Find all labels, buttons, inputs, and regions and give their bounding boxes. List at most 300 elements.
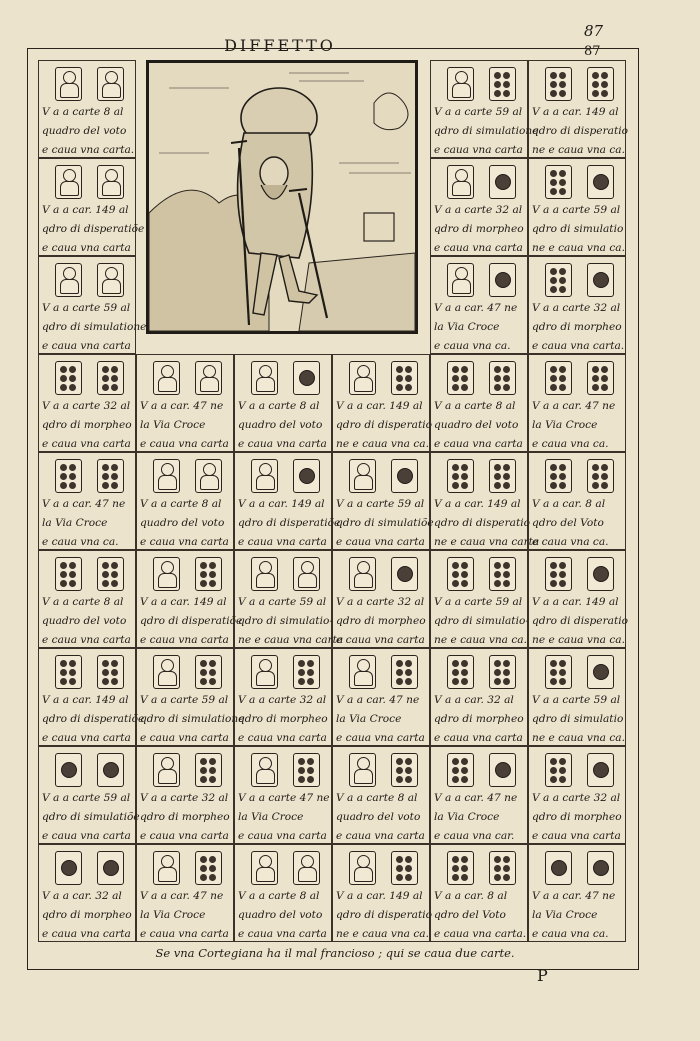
- card-icons: [537, 263, 621, 299]
- caption-line: quadro del voto: [42, 615, 127, 627]
- caption-line: ne e caua vna ca.: [532, 732, 625, 744]
- caption-line: ne e caua vna ca.: [532, 144, 625, 156]
- table-cell: [430, 648, 528, 746]
- figure-card-icon: [153, 361, 180, 395]
- caption-line: e caua vna carta: [434, 732, 523, 744]
- caption-line: V a a carte 8 al: [336, 792, 418, 804]
- cell-caption: [238, 691, 328, 748]
- pips-card-icon: [489, 361, 516, 395]
- figure-card-icon: [97, 263, 124, 297]
- caption-line: la Via Croce: [42, 517, 108, 529]
- caption-line: V a a carte 59 al: [532, 204, 621, 216]
- card-icons: [537, 361, 621, 397]
- pips-card-icon: [293, 655, 320, 689]
- card-icons: [439, 361, 523, 397]
- pips-card-icon: [489, 67, 516, 101]
- pips-card-icon: [55, 361, 82, 395]
- printed-page-number: 87: [584, 44, 601, 59]
- cell-caption: [238, 593, 344, 650]
- caption-line: e caua vna carta.: [434, 928, 527, 940]
- table-cell: [528, 354, 626, 452]
- card-icons: [341, 851, 425, 887]
- caption-line: V a a carte 59 al: [42, 792, 131, 804]
- table-cell: [332, 452, 434, 550]
- caption-line: qdro di morpheo: [434, 713, 524, 725]
- figure-card-icon: [447, 67, 474, 101]
- card-icons: [47, 557, 131, 593]
- caption-line: ne e caua vna ca.: [336, 438, 429, 450]
- caption-line: V a a carte 32 al: [336, 596, 425, 608]
- cell-caption: [532, 887, 622, 944]
- caption-line: qdro del Voto: [532, 517, 604, 529]
- figure-card-icon: [251, 361, 278, 395]
- caption-line: V a a carte 59 al: [238, 596, 327, 608]
- card-icons: [439, 557, 523, 593]
- caption-line: e caua vna carta: [42, 438, 131, 450]
- caption-line: qdro di morpheo: [434, 223, 524, 235]
- single-pip-card-icon: [587, 557, 614, 591]
- single-pip-card-icon: [391, 557, 418, 591]
- beggar-woodcut-illustration: [146, 60, 418, 334]
- single-pip-card-icon: [489, 165, 516, 199]
- table-cell: [136, 452, 234, 550]
- caption-line: V a a carte 32 al: [238, 694, 327, 706]
- caption-line: e caua vna carta: [42, 928, 131, 940]
- caption-line: e caua vna carta: [140, 536, 229, 548]
- caption-line: e caua vna carta: [238, 536, 327, 548]
- cell-caption: [42, 397, 132, 454]
- figure-card-icon: [447, 165, 474, 199]
- caption-line: e caua vna carta: [140, 928, 229, 940]
- card-icons: [537, 753, 621, 789]
- single-pip-card-icon: [293, 361, 320, 395]
- table-cell: [332, 648, 430, 746]
- caption-line: e caua vna car.: [434, 830, 515, 842]
- caption-line: V a a car. 149 al: [532, 596, 619, 608]
- pips-card-icon: [489, 557, 516, 591]
- card-icons: [341, 361, 425, 397]
- caption-line: V a a car. 8 al: [532, 498, 606, 510]
- table-cell: [332, 844, 430, 942]
- pips-card-icon: [447, 655, 474, 689]
- table-cell: [38, 354, 136, 452]
- single-pip-card-icon: [55, 753, 82, 787]
- caption-line: e caua vna carta: [42, 634, 131, 646]
- figure-card-icon: [251, 459, 278, 493]
- caption-line: la Via Croce: [532, 419, 598, 431]
- signature-mark: P: [537, 966, 548, 985]
- figure-card-icon: [55, 67, 82, 101]
- caption-line: V a a car. 47 ne: [434, 792, 518, 804]
- caption-line: e caua vna carta: [140, 830, 229, 842]
- pips-card-icon: [97, 655, 124, 689]
- caption-line: qdro di simulatio: [532, 223, 624, 235]
- caption-line: e caua vna carta: [42, 340, 131, 352]
- single-pip-card-icon: [97, 753, 124, 787]
- pips-card-icon: [587, 459, 614, 493]
- figure-card-icon: [349, 851, 376, 885]
- caption-line: e caua vna carta: [238, 830, 327, 842]
- figure-card-icon: [251, 851, 278, 885]
- caption-line: V a a car. 47 ne: [42, 498, 126, 510]
- figure-card-icon: [153, 655, 180, 689]
- caption-line: ne e caua vna ca.: [532, 634, 625, 646]
- caption-line: V a a car. 47 ne: [140, 890, 224, 902]
- table-cell: [430, 60, 539, 158]
- caption-line: ne e caua vna carta: [238, 634, 344, 646]
- caption-line: qdro di disperatio: [336, 419, 432, 431]
- figure-card-icon: [349, 361, 376, 395]
- caption-line: ne e caua vna ca.: [434, 634, 527, 646]
- table-cell: [528, 648, 626, 746]
- pips-card-icon: [545, 263, 572, 297]
- card-icons: [341, 655, 425, 691]
- card-icons: [439, 753, 523, 789]
- pips-card-icon: [391, 851, 418, 885]
- caption-line: e caua vna ca.: [532, 536, 609, 548]
- card-icons: [47, 361, 131, 397]
- caption-line: e caua vna ca.: [532, 928, 609, 940]
- cell-caption: [42, 887, 132, 944]
- pips-card-icon: [55, 557, 82, 591]
- card-icons: [47, 459, 131, 495]
- table-cell: [136, 354, 234, 452]
- table-cell: [234, 844, 332, 942]
- pips-card-icon: [447, 851, 474, 885]
- handwritten-page-number: 87: [584, 22, 604, 40]
- caption-line: e caua vna carta: [336, 732, 425, 744]
- caption-line: e caua vna carta: [434, 438, 523, 450]
- caption-line: quadro del voto: [238, 419, 323, 431]
- figure-card-icon: [97, 165, 124, 199]
- card-icons: [537, 67, 621, 103]
- caption-line: V a a carte 8 al: [42, 106, 124, 118]
- table-cell: [136, 648, 245, 746]
- caption-line: la Via Croce: [140, 909, 206, 921]
- caption-line: qdro di disperatiõe: [238, 517, 341, 529]
- woodcut-drawing: [149, 63, 415, 331]
- caption-line: qdro di disperatiõe: [42, 223, 145, 235]
- table-cell: [234, 746, 332, 844]
- single-pip-card-icon: [97, 851, 124, 885]
- card-icons: [341, 753, 425, 789]
- caption-line: e caua vna carta: [42, 830, 131, 842]
- cell-caption: [336, 397, 432, 454]
- cell-caption: [140, 397, 230, 454]
- table-cell: [528, 158, 626, 256]
- caption-line: V a a car. 149 al: [42, 694, 129, 706]
- caption-line: la Via Croce: [238, 811, 304, 823]
- figure-card-icon: [349, 557, 376, 591]
- caption-line: V a a car. 149 al: [532, 106, 619, 118]
- table-cell: [332, 354, 430, 452]
- caption-line: qdro di simulatiõe: [42, 811, 140, 823]
- table-cell: [38, 158, 145, 256]
- pips-card-icon: [97, 557, 124, 591]
- caption-line: e caua vna carta: [336, 830, 425, 842]
- caption-line: qdro di morpheo: [42, 419, 132, 431]
- caption-line: e caua vna carta: [42, 732, 131, 744]
- pips-card-icon: [489, 655, 516, 689]
- card-icons: [47, 67, 131, 103]
- caption-line: V a a car. 47 ne: [532, 400, 616, 412]
- cell-caption: [434, 299, 524, 356]
- cell-caption: [238, 495, 341, 552]
- caption-line: la Via Croce: [434, 321, 500, 333]
- cell-caption: [42, 495, 132, 552]
- figure-card-icon: [293, 851, 320, 885]
- caption-line: V a a carte 32 al: [434, 204, 523, 216]
- table-cell: [136, 746, 234, 844]
- cell-caption: [532, 593, 628, 650]
- cell-caption: [532, 201, 625, 258]
- figure-card-icon: [153, 851, 180, 885]
- caption-line: e caua vna carta: [336, 634, 425, 646]
- figure-card-icon: [349, 753, 376, 787]
- caption-line: quadro del voto: [238, 909, 323, 921]
- caption-line: quadro del voto: [336, 811, 421, 823]
- caption-line: ne e caua vna ca.: [336, 928, 429, 940]
- pips-card-icon: [489, 459, 516, 493]
- caption-line: V a a car. 47 ne: [336, 694, 420, 706]
- caption-line: quadro del voto: [42, 125, 127, 137]
- card-icons: [47, 851, 131, 887]
- card-icons: [47, 263, 131, 299]
- table-cell: [430, 452, 540, 550]
- table-cell: [528, 452, 626, 550]
- figure-card-icon: [447, 263, 474, 297]
- caption-line: V a a carte 59 al: [434, 106, 523, 118]
- single-pip-card-icon: [391, 459, 418, 493]
- table-cell: [430, 550, 528, 648]
- card-icons: [243, 361, 327, 397]
- card-icons: [243, 851, 327, 887]
- card-icons: [243, 655, 327, 691]
- figure-card-icon: [153, 753, 180, 787]
- caption-line: qdro di disperatio: [336, 909, 432, 921]
- caption-line: V a a car. 47 ne: [140, 400, 224, 412]
- caption-line: V a a car. 32 al: [42, 890, 122, 902]
- caption-line: quadro del voto: [140, 517, 225, 529]
- caption-line: V a a car. 149 al: [336, 890, 423, 902]
- cell-caption: [532, 103, 628, 160]
- caption-line: qdro di morpheo: [238, 713, 328, 725]
- single-pip-card-icon: [489, 753, 516, 787]
- caption-line: e caua vna carta: [140, 438, 229, 450]
- caption-line: V a a carte 8 al: [238, 890, 320, 902]
- footer-line: Se vna Cortegiana ha il mal francioso ; qui se caua due carte.: [155, 946, 515, 960]
- figure-card-icon: [55, 165, 82, 199]
- cell-caption: [42, 789, 140, 846]
- cell-caption: [532, 299, 625, 356]
- caption-line: qdro di morpheo: [336, 615, 426, 627]
- single-pip-card-icon: [545, 851, 572, 885]
- table-cell: [528, 844, 626, 942]
- single-pip-card-icon: [489, 263, 516, 297]
- caption-line: V a a car. 149 al: [140, 596, 227, 608]
- cell-caption: [336, 887, 432, 944]
- caption-line: e caua vna carta.: [532, 340, 625, 352]
- pips-card-icon: [447, 361, 474, 395]
- caption-line: V a a carte 8 al: [140, 498, 222, 510]
- caption-line: qdro di morpheo: [532, 811, 622, 823]
- caption-line: V a a carte 8 al: [42, 596, 124, 608]
- card-icons: [537, 165, 621, 201]
- table-cell: [38, 256, 147, 354]
- caption-line: e caua vna carta: [42, 242, 131, 254]
- figure-card-icon: [251, 557, 278, 591]
- cell-caption: [434, 789, 524, 846]
- card-icons: [537, 557, 621, 593]
- caption-line: ne e caua vna carta: [434, 536, 540, 548]
- figure-card-icon: [195, 361, 222, 395]
- card-icons: [145, 753, 229, 789]
- caption-line: la Via Croce: [532, 909, 598, 921]
- cell-caption: [140, 691, 245, 748]
- caption-line: V a a carte 59 al: [434, 596, 523, 608]
- pips-card-icon: [391, 361, 418, 395]
- card-icons: [243, 753, 327, 789]
- figure-card-icon: [251, 753, 278, 787]
- card-icons: [439, 851, 523, 887]
- card-icons: [145, 851, 229, 887]
- caption-line: la Via Croce: [434, 811, 500, 823]
- cell-caption: [532, 397, 622, 454]
- single-pip-card-icon: [55, 851, 82, 885]
- cell-caption: [434, 495, 540, 552]
- caption-line: qdro di morpheo: [140, 811, 230, 823]
- table-cell: [528, 60, 626, 158]
- figure-card-icon: [153, 459, 180, 493]
- pips-card-icon: [195, 557, 222, 591]
- single-pip-card-icon: [293, 459, 320, 493]
- cell-caption: [434, 103, 539, 160]
- caption-line: qdro di simulatio-: [238, 615, 333, 627]
- caption-line: qdro di disperatio: [532, 615, 628, 627]
- table-cell: [38, 452, 136, 550]
- figure-card-icon: [251, 655, 278, 689]
- table-cell: [430, 746, 528, 844]
- table-cell: [234, 452, 341, 550]
- single-pip-card-icon: [587, 655, 614, 689]
- caption-line: V a a carte 8 al: [238, 400, 320, 412]
- single-pip-card-icon: [587, 753, 614, 787]
- card-icons: [537, 851, 621, 887]
- table-cell: [332, 746, 430, 844]
- caption-line: qdro di disperatio: [434, 517, 530, 529]
- caption-line: e caua vna carta: [140, 732, 229, 744]
- card-icons: [145, 655, 229, 691]
- card-icons: [537, 459, 621, 495]
- single-pip-card-icon: [587, 263, 614, 297]
- caption-line: e caua vna carta: [238, 732, 327, 744]
- card-icons: [47, 753, 131, 789]
- caption-line: e caua vna carta: [336, 536, 425, 548]
- cell-caption: [140, 593, 243, 650]
- card-icons: [145, 459, 229, 495]
- caption-line: qdro di disperatio: [532, 125, 628, 137]
- cell-caption: [238, 789, 328, 846]
- caption-line: V a a car. 47 ne: [532, 890, 616, 902]
- card-icons: [47, 165, 131, 201]
- caption-line: V a a carte 47 ne: [238, 792, 330, 804]
- caption-line: V a a carte 32 al: [532, 302, 621, 314]
- caption-line: V a a carte 59 al: [140, 694, 229, 706]
- card-icons: [537, 655, 621, 691]
- pips-card-icon: [97, 361, 124, 395]
- table-cell: [38, 746, 140, 844]
- table-cell: [38, 648, 145, 746]
- cell-caption: [532, 691, 625, 748]
- caption-line: e caua vna carta: [238, 438, 327, 450]
- caption-line: la Via Croce: [336, 713, 402, 725]
- caption-line: qdro di morpheo: [42, 909, 132, 921]
- card-icons: [243, 557, 327, 593]
- pips-card-icon: [545, 655, 572, 689]
- cell-caption: [42, 691, 145, 748]
- pips-card-icon: [545, 753, 572, 787]
- caption-line: e caua vna carta: [434, 242, 523, 254]
- caption-line: V a a carte 8 al: [434, 400, 516, 412]
- pips-card-icon: [587, 361, 614, 395]
- figure-card-icon: [349, 459, 376, 493]
- cell-caption: [140, 495, 230, 552]
- table-cell: [136, 550, 243, 648]
- table-cell: [430, 256, 528, 354]
- pips-card-icon: [195, 753, 222, 787]
- caption-line: qdro di disperatiõe: [42, 713, 145, 725]
- caption-line: V a a car. 149 al: [434, 498, 521, 510]
- figure-card-icon: [293, 557, 320, 591]
- caption-line: la Via Croce: [140, 419, 206, 431]
- pips-card-icon: [545, 557, 572, 591]
- caption-line: e caua vna ca.: [42, 536, 119, 548]
- pips-card-icon: [391, 655, 418, 689]
- cell-caption: [336, 593, 426, 650]
- cell-caption: [434, 691, 524, 748]
- card-icons: [47, 655, 131, 691]
- figure-card-icon: [97, 67, 124, 101]
- card-icons: [341, 459, 425, 495]
- caption-line: e caua vna carta: [238, 928, 327, 940]
- caption-line: V a a car. 8 al: [434, 890, 508, 902]
- figure-card-icon: [349, 655, 376, 689]
- pips-card-icon: [545, 165, 572, 199]
- pips-card-icon: [489, 851, 516, 885]
- card-icons: [145, 557, 229, 593]
- caption-line: qdro di disperatiõe: [140, 615, 243, 627]
- pips-card-icon: [447, 557, 474, 591]
- card-icons: [439, 263, 523, 299]
- cell-caption: [238, 887, 328, 944]
- cell-caption: [42, 299, 147, 356]
- figure-card-icon: [195, 459, 222, 493]
- cell-caption: [532, 495, 622, 552]
- table-cell: [234, 550, 344, 648]
- pips-card-icon: [545, 67, 572, 101]
- card-icons: [439, 655, 523, 691]
- caption-line: ne e caua vna ca.: [532, 242, 625, 254]
- card-icons: [439, 165, 523, 201]
- caption-line: qdro del Voto: [434, 909, 506, 921]
- page-title: DIFFETTO: [224, 36, 336, 55]
- table-cell: [136, 844, 234, 942]
- caption-line: V a a carte 59 al: [532, 694, 621, 706]
- cell-caption: [336, 789, 426, 846]
- caption-line: qdro di simulatione: [140, 713, 245, 725]
- caption-line: e caua vna ca.: [434, 340, 511, 352]
- table-cell: [38, 60, 136, 158]
